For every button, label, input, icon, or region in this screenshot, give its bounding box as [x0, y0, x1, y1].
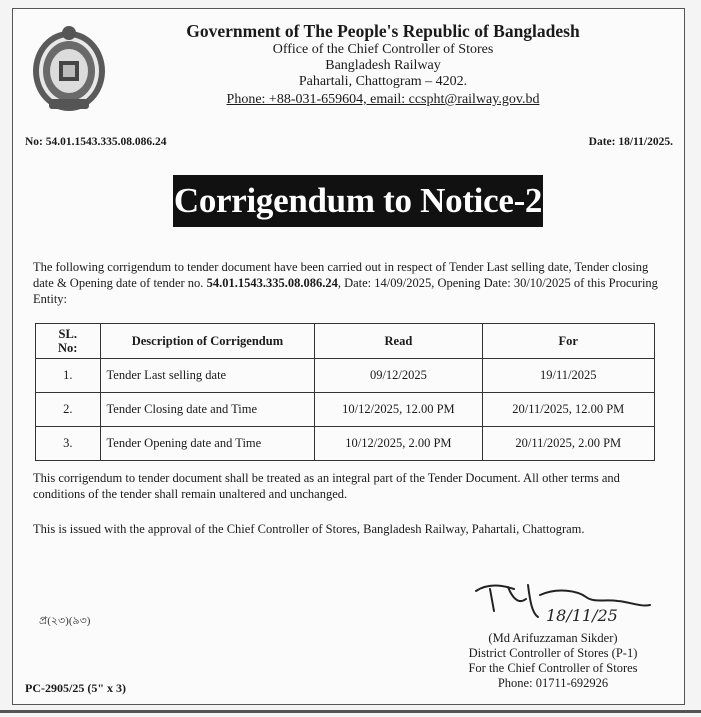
signatory-designation: District Controller of Stores (P-1): [468, 646, 638, 660]
intro-tender-no: 54.01.1543.335.08.086.24: [206, 276, 338, 290]
signatory-on-behalf: For the Chief Controller of Stores: [468, 661, 638, 675]
bangladesh-railway-seal-icon: [29, 19, 109, 119]
office-name: Office of the Chief Controller of Stores: [272, 42, 494, 57]
publication-code: PC-2905/25 (5" x 3): [25, 681, 126, 695]
header-sl-line1: SL.: [58, 327, 77, 341]
corrigendum-table: [35, 323, 655, 461]
table-row: [36, 393, 655, 427]
header-sl: [36, 324, 101, 359]
table-row: [36, 427, 655, 461]
integral-part-paragraph: This corrigendum to tender document shall be treated as an integral part of the Tender Document. All other terms and conditions of the tender shall remain unaltered and unchanged.: [33, 471, 620, 501]
row-sl: 1.: [36, 359, 101, 393]
intro-after: , Date: 14/09/2025, Opening Date: 30/10/2025 of this Procuring Entity:: [33, 276, 658, 306]
header-for: For: [482, 324, 655, 359]
table-row: [36, 359, 655, 393]
header-description: Description of Corrigendum: [100, 324, 315, 359]
intro-paragraph: [33, 259, 663, 307]
header-sl-line2: No:: [58, 341, 78, 355]
file-reference-note: প্র(২৩)(৯৩): [39, 615, 91, 627]
notice-page: [12, 8, 685, 705]
reference-number: No: 54.01.1543.335.08.086.24: [25, 136, 167, 148]
reference-date: Date: 18/11/2025.: [588, 136, 673, 148]
row-read: 10/12/2025, 2.00 PM: [315, 427, 482, 461]
office-address: Pahartali, Chattogram – 4202.: [298, 74, 468, 89]
signature-date: 18/11/25: [546, 606, 618, 625]
signatory-block: [423, 631, 683, 691]
row-description: Tender Last selling date: [100, 359, 315, 393]
table-header-row: [36, 324, 655, 359]
header-read: Read: [315, 324, 482, 359]
row-read: 09/12/2025: [315, 359, 482, 393]
notice-title: Corrigendum to Notice-2: [173, 175, 543, 227]
reference-row: [25, 136, 673, 148]
row-read: 10/12/2025, 12.00 PM: [315, 393, 482, 427]
row-for: 20/11/2025, 2.00 PM: [482, 427, 655, 461]
organization-name: Bangladesh Railway: [325, 58, 441, 73]
letterhead: [123, 21, 643, 108]
signatory-phone: Phone: 01711-692926: [497, 676, 609, 690]
contact-line: Phone: +88-031-659604, email: ccspht@railway.gov.bd: [226, 92, 540, 107]
approval-paragraph: This is issued with the approval of the Chief Controller of Stores, Bangladesh Railway, Pahartali, Chattogram.: [33, 522, 585, 536]
intro-before: The following corrigendum to tender document have been carried out in respect of Tender Last selling date, Tender closing date & Opening date of tender no.: [33, 260, 649, 290]
row-sl: 3.: [36, 427, 101, 461]
government-title: Government of The People's Republic of Bangladesh: [186, 21, 580, 41]
signatory-name: (Md Arifuzzaman Sikder): [488, 631, 618, 645]
row-description: Tender Opening date and Time: [100, 427, 315, 461]
handwritten-signature-icon: [468, 577, 658, 629]
page-bottom-rule: [0, 710, 701, 713]
row-for: 20/11/2025, 12.00 PM: [482, 393, 655, 427]
row-description: Tender Closing date and Time: [100, 393, 315, 427]
row-for: 19/11/2025: [482, 359, 655, 393]
row-sl: 2.: [36, 393, 101, 427]
